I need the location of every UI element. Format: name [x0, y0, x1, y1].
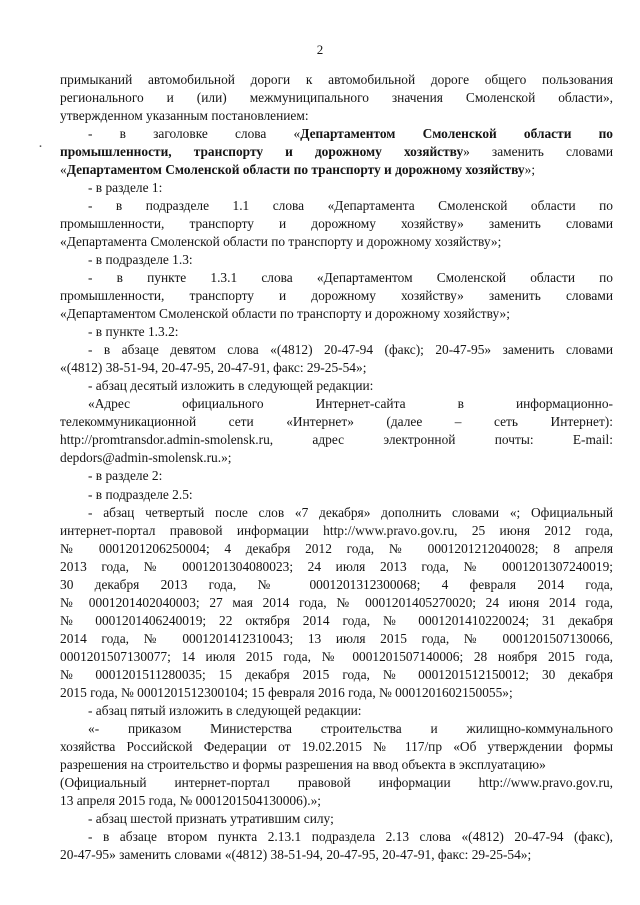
margin-mark: · [38, 139, 43, 155]
text-segment: № 0001201402040003; 27 мая 2014 года, № 0001201405270020; 24 июня 2014 года, [60, 594, 613, 610]
text-segment: - абзац пятый изложить в следующей редакции: [88, 702, 362, 718]
text-segment: 13 апреля 2015 года, № 0001201504130006).»; [60, 792, 322, 808]
text-segment: - в подразделе 1.1 слова «Департамента Смоленской области по [88, 198, 613, 214]
text-line [60, 702, 613, 720]
text-segment: «- приказом Министерства строительства и жилищно-коммунального [88, 720, 613, 736]
text-segment: интернет-портал правовой информации http://www.pravo.gov.ru, 25 июня 2012 года, [60, 522, 613, 538]
text-segment: № 0001201511280035; 15 декабря 2015 года, № 0001201512150012; 30 декабря [60, 666, 613, 682]
text-line [60, 395, 613, 413]
bold-text: промышленности, транспорту и дорожному хозяйству [60, 144, 464, 160]
text-line [60, 143, 613, 161]
text-segment: - абзац четвертый после слов «7 декабря» дополнить словами «; Официальный [88, 504, 613, 520]
text-segment: утвержденном указанным постановлением: [60, 108, 309, 123]
text-segment: телекоммуникационной сети «Интернет» (далее – сеть Интернет): [60, 414, 613, 430]
text-line [60, 846, 613, 864]
text-line [60, 684, 613, 702]
bold-text: Департаментом Смоленской области по транспорту и дорожному хозяйству [66, 162, 525, 178]
text-segment: »; [524, 162, 536, 178]
text-segment: - в абзаце втором пункта 2.13.1 подраздела 2.13 слова «(4812) 20-47-94 (факс), [88, 828, 613, 844]
text-line [60, 792, 613, 810]
text-line [60, 558, 613, 576]
text-line [60, 71, 613, 89]
text-segment: - абзац шестой признать утратившим силу; [88, 810, 334, 826]
text-segment: - в разделе 1: [88, 180, 163, 196]
text-line [60, 89, 613, 107]
text-line [60, 648, 613, 666]
text-segment: 20-47-95» заменить словами «(4812) 38-51-94, 20-47-95, 20-47-91, факс: 29-25-54»; [60, 846, 532, 862]
text-line [60, 107, 613, 125]
text-segment: «Адрес официального Интернет-сайта в информационно- [88, 396, 613, 412]
text-segment: « [60, 162, 67, 178]
text-segment: примыканий автомобильной дороги к автомобильной дороге общего пользования [60, 72, 613, 87]
text-line [60, 179, 613, 197]
text-line [60, 630, 613, 648]
text-line [60, 540, 613, 558]
text-line [60, 594, 613, 612]
text-segment: - в разделе 2: [88, 468, 163, 484]
text-line [60, 377, 613, 395]
text-segment: 2015 года, № 0001201512300104; 15 февраля 2016 года, № 0001201602150055»; [60, 684, 513, 700]
text-segment: 2014 года, № 0001201412310043; 13 июля 2015 года, № 0001201507130066, [60, 630, 613, 646]
text-segment: - в пункте 1.3.2: [88, 324, 179, 340]
text-line [60, 504, 613, 522]
text-line [60, 828, 613, 846]
text-segment: - в пункте 1.3.1 слова «Департаментом Смоленской области по [88, 270, 613, 286]
text-segment: http://promtransdor.admin-smolensk.ru, адрес электронной почты: E-mail: [60, 432, 613, 448]
text-line [60, 341, 613, 359]
text-line [60, 215, 613, 233]
text-segment: хозяйства Российской Федерации от 19.02.2015 № 117/пр «Об утверждении формы [60, 738, 613, 754]
text-segment: № 0001201206250004; 4 декабря 2012 года, № 0001201212040028; 8 апреля [60, 540, 613, 556]
text-line [60, 197, 613, 215]
text-segment: разрешения на строительство и формы разрешения на ввод объекта в эксплуатацию» [60, 756, 546, 772]
text-line [60, 810, 613, 828]
text-line [60, 720, 613, 738]
text-segment: (Официальный интернет-портал правовой информации http://www.pravo.gov.ru, [60, 774, 613, 790]
bold-text: Департаментом Смоленской области по [300, 126, 613, 142]
text-line [60, 431, 613, 449]
text-segment: «Департаментом Смоленской области по транспорту и дорожному хозяйству»; [60, 306, 510, 322]
text-line [60, 233, 613, 251]
text-line [60, 161, 613, 179]
text-segment: промышленности, транспорту и дорожному хозяйству» заменить словами [60, 288, 613, 304]
text-line [60, 738, 613, 756]
text-line [60, 323, 613, 341]
page-number: 2 [316, 42, 324, 57]
text-segment: - в абзаце девятом слова «(4812) 20-47-94 (факс); 20-47-95» заменить словами [88, 342, 613, 358]
text-line [60, 359, 613, 377]
text-line [60, 666, 613, 684]
text-segment: промышленности, транспорту и дорожному хозяйству» заменить словами [60, 216, 613, 232]
text-segment: - в подразделе 1.3: [88, 252, 193, 268]
text-segment: 30 декабря 2013 года, № 0001201312300068; 4 февраля 2014 года, [60, 576, 613, 592]
text-segment: depdors@admin-smolensk.ru.»; [60, 450, 232, 466]
text-line [60, 125, 613, 143]
text-line [60, 449, 613, 467]
text-segment: - в подразделе 2.5: [88, 486, 193, 502]
text-segment: 2013 года, № 0001201304080023; 24 июля 2013 года, № 0001201307240019; [60, 558, 613, 574]
text-line [60, 486, 613, 504]
text-line [60, 413, 613, 431]
text-segment: - в заголовке слова « [88, 126, 301, 142]
text-segment: «(4812) 38-51-94, 20-47-95, 20-47-91, факс: 29-25-54»; [60, 360, 367, 376]
text-segment: № 0001201406240019; 22 октября 2014 года, № 0001201410220024; 31 декабря [60, 612, 613, 628]
text-line [60, 576, 613, 594]
text-line [60, 774, 613, 792]
text-line [60, 612, 613, 630]
text-line [60, 522, 613, 540]
text-segment: » заменить словами [463, 144, 613, 160]
text-line [60, 756, 613, 774]
text-line [60, 467, 613, 485]
text-line [60, 287, 613, 305]
text-line [60, 305, 613, 323]
text-line [60, 251, 613, 269]
text-segment: регионального и (или) межмуниципального значения Смоленской области», [60, 90, 613, 105]
text-segment: «Департамента Смоленской области по транспорту и дорожному хозяйству»; [60, 234, 502, 250]
text-segment: 0001201507130077; 14 июля 2015 года, № 0001201507140006; 28 ноября 2015 года, [60, 648, 613, 664]
text-line [60, 269, 613, 287]
text-segment: - абзац десятый изложить в следующей редакции: [88, 378, 374, 394]
